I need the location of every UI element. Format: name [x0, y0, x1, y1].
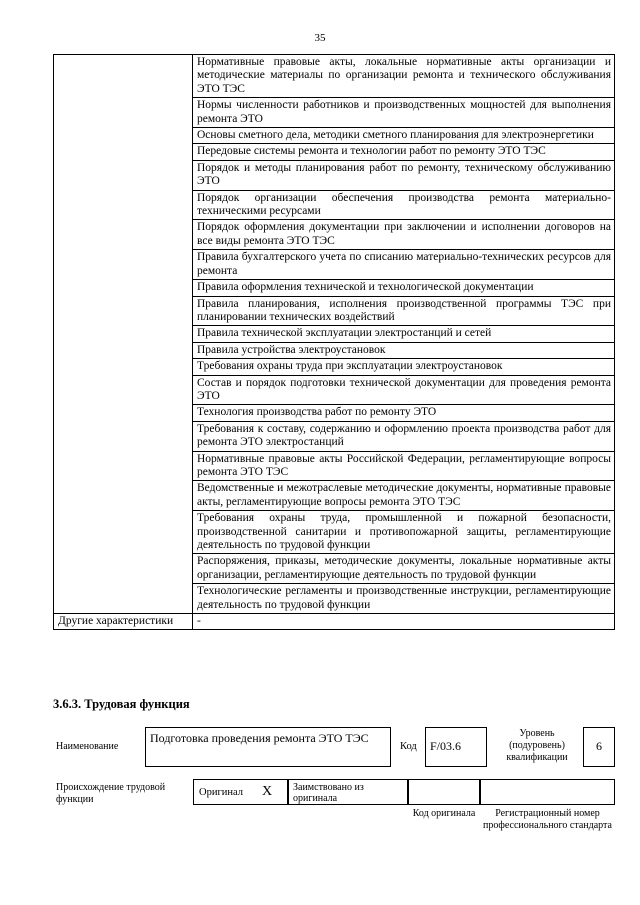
knowledge-item: Состав и порядок подготовки технической документации для проведения ремонта ЭТО [193, 375, 615, 405]
knowledge-category-cell [54, 55, 193, 614]
function-name-box: Подготовка проведения ремонта ЭТО ТЭС [145, 727, 391, 767]
knowledge-item: Технология производства работ по ремонту ЭТО [193, 405, 615, 421]
knowledge-item: Требования к составу, содержанию и оформлению проекта производства работ для ремонта ЭТО электростанций [193, 421, 615, 451]
function-code-box: F/03.6 [425, 727, 487, 767]
code-label: Код [400, 741, 417, 752]
knowledge-item: Порядок организации обеспечения производства ремонта материально-техническими ресурсами [193, 190, 615, 220]
knowledge-item: Технологические регламенты и производственные инструкции, регламентирующие деятельность по трудовой функции [193, 584, 615, 614]
page-number: 35 [314, 32, 326, 44]
reg-number-cell [480, 779, 615, 805]
knowledge-item: Нормативные правовые акты Российской Федерации, регламентирующие вопросы ремонта ЭТО ТЭС [193, 451, 615, 481]
knowledge-table [53, 54, 615, 630]
knowledge-item: Порядок и методы планирования работ по ремонту, техническому обслуживанию ЭТО [193, 160, 615, 190]
knowledge-item: Нормы численности работников и производственных мощностей для выполнения ремонта ЭТО [193, 98, 615, 128]
borrowed-cell: Заимствовано из оригинала [288, 779, 408, 805]
knowledge-item: Правила оформления технической и технологической документации [193, 280, 615, 296]
knowledge-item: Основы сметного дела, методики сметного планирования для электроэнергетики [193, 128, 615, 144]
level-value-box: 6 [583, 727, 615, 767]
origin-code-cell [408, 779, 480, 805]
other-characteristics-row [54, 614, 615, 630]
origin-code-label: Код оригинала [412, 808, 476, 819]
knowledge-item: Требования охраны труда, промышленной и пожарной безопасности, производственной санитарии и противопожарной защиты, регламентирующие деятельность по трудовой функции [193, 511, 615, 554]
knowledge-item: Ведомственные и межотраслевые методические документы, нормативные правовые акты, регламентирующие вопросы ремонта ЭТО ТЭС [193, 481, 615, 511]
section-title: 3.6.3. Трудовая функция [53, 697, 190, 711]
original-label: Оригинал [199, 787, 243, 798]
knowledge-row [54, 55, 615, 98]
knowledge-item: Требования охраны труда при эксплуатации электроустановок [193, 359, 615, 375]
other-characteristics-value: - [193, 614, 615, 630]
knowledge-item: Порядок оформления документации при заключении и исполнении договоров на все виды ремонта ЭТО ТЭС [193, 220, 615, 250]
original-mark: X [262, 784, 273, 799]
other-characteristics-label: Другие характеристики [54, 614, 193, 630]
knowledge-item: Правила технической эксплуатации электростанций и сетей [193, 326, 615, 342]
origin-label: Происхождение трудовой функции [56, 782, 166, 805]
knowledge-item: Правила бухгалтерского учета по списанию материально-технических ресурсов для ремонта [193, 250, 615, 280]
knowledge-item: Правила планирования, исполнения производственной программы ТЭС при планировании технических воздействий [193, 296, 615, 326]
knowledge-item: Распоряжения, приказы, методические документы, локальные нормативные акты организации, регламентирующие деятельность по трудовой функции [193, 554, 615, 584]
knowledge-item: Правила устройства электроустановок [193, 342, 615, 358]
name-label: Наименование [56, 741, 119, 752]
reg-number-label: Регистрационный номер профессионального стандарта [483, 808, 612, 831]
original-cell [193, 779, 288, 805]
knowledge-item: Нормативные правовые акты, локальные нормативные акты организации и методические материалы по организации ремонта и технического обслуживания ЭТО ТЭС [193, 55, 615, 98]
knowledge-item: Передовые системы ремонта и технологии работ по ремонту ЭТО ТЭС [193, 144, 615, 160]
level-label: Уровень (подуровень) квалификации [506, 728, 568, 763]
